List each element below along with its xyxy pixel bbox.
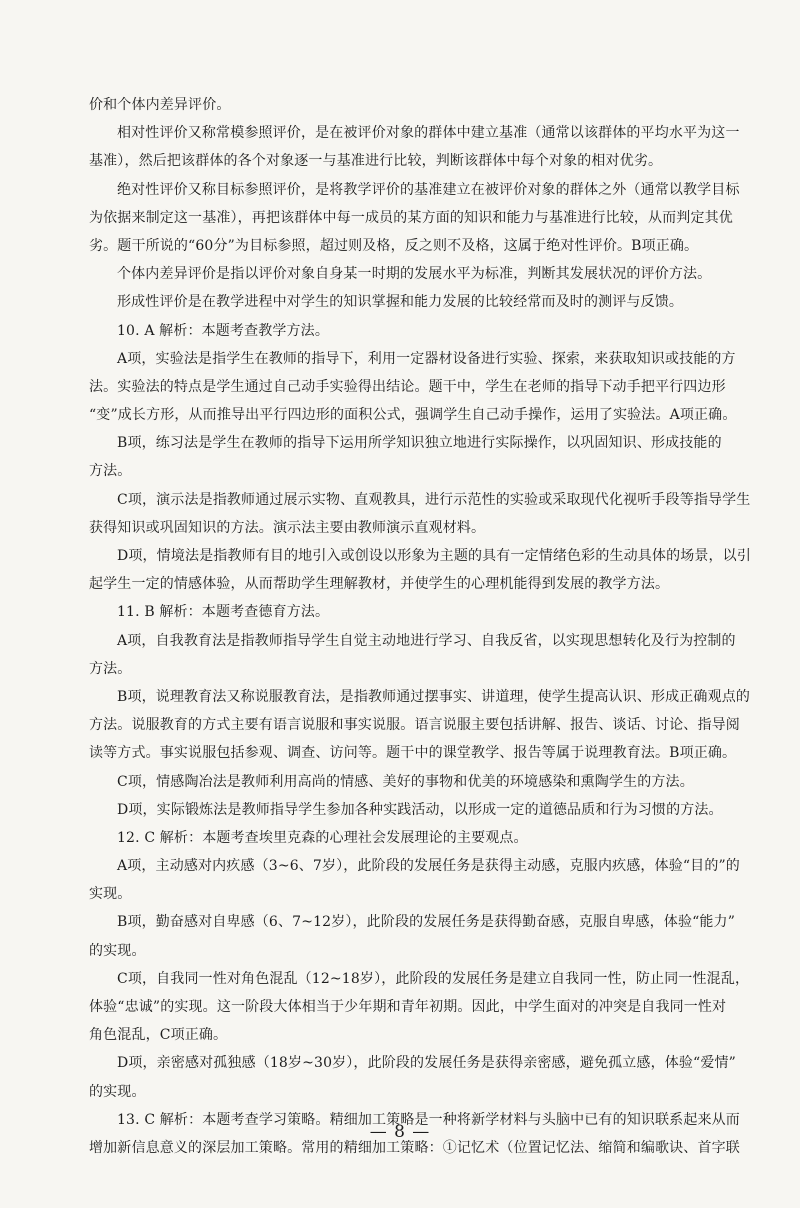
text-line: 体验“忠诚”的实现。这一阶段大体相当于少年期和青年初期。因此，中学生面对的冲突是自我同一性对 [89,999,727,1015]
text-line: D项，情境法是指教师有目的地引入或创设以形象为主题的具有一定情绪色彩的生动具体的场景，以引 [117,548,751,564]
text-line: 的实现。 [89,942,146,959]
text-line: 劣。题干所说的“60分”为目标参照，超过则及格，反之则不及格，这属于绝对性评价。B项正确。 [89,237,699,254]
text-line: 实现。 [89,886,132,903]
text-line: 角色混乱，C项正确。 [89,1027,228,1044]
question-heading-line: 12. C 解析：本题考查埃里克森的心理社会发展理论的主要观点。 [117,829,528,846]
document-body [89,91,758,1162]
text-line: A项，自我教育法是指教师指导学生自觉主动地进行学习、自我反省，以实现思想转化及行为控制的 [117,632,736,649]
text-line: 获得知识或巩固知识的方法。演示法主要由教师演示直观材料。 [89,519,486,536]
text-line: D项，亲密感对孤独感（18岁~30岁），此阶段的发展任务是获得亲密感，避免孤立感，体验“爱情” [117,1055,736,1072]
question-heading-line: 10. A 解析：本题考查教学方法。 [117,322,329,339]
text-line: A项，实验法是指学生在教师的指导下，利用一定器材设备进行实验、探索，来获取知识或技能的方 [117,350,736,367]
question-heading-line: 13. C 解析：本题考查学习策略。精细加工策略是一种将新学材料与头脑中已有的知识联系起来从而 [117,1111,740,1128]
text-line: 法。实验法的特点是学生通过自己动手实验得出结论。题干中，学生在老师的指导下动手把平行四边形 [89,378,726,395]
text-line: 方法。 [89,463,132,480]
text-line: B项，说理教育法又称说服教育法，是指教师通过摆事实、讲道理，使学生提高认识、形成正确观点的 [117,688,751,705]
text-line: C项，自我同一性对角色混乱（12~18岁），此阶段的发展任务是建立自我同一性，防止同一性混乱， [117,970,750,987]
text-line: 起学生一定的情感体验，从而帮助学生理解教材，并使学生的心理机能得到发展的教学方法。 [89,576,670,593]
text-line: 读等方式。事实说服包括参观、调查、访问等。题干中的课堂教学、报告等属于说理教育法。B项正确。 [89,745,737,762]
text-line: 方法。说服教育的方式主要有语言说服和事实说服。语言说服主要包括讲解、报告、谈话、讨论、指导阅 [89,717,740,734]
text-line: A项，主动感对内疚感（3~6、7岁），此阶段的发展任务是获得主动感，克服内疚感，体验“目的”的 [117,858,740,875]
text-line: 绝对性评价又称目标参照评价，是将教学评价的基准建立在被评价对象的群体之外（通常以教学目标 [117,181,740,198]
text-line: 形成性评价是在教学进程中对学生的知识掌握和能力发展的比较经常而及时的测评与反馈。 [117,294,683,311]
text-line: B项，勤奋感对自卑感（6、7~12岁），此阶段的发展任务是获得勤奋感，克服自卑感，体验“能力” [117,914,736,931]
text-line: 价和个体内差异评价。 [89,97,231,113]
page-number: — 8 — [369,1122,431,1142]
text-line: C项，演示法是指教师通过展示实物、直观教具，进行示范性的实验或采取现代化视听手段等指导学生 [117,491,751,508]
text-line: D项，实际锻炼法是教师指导学生参加各种实践活动，以形成一定的道德品质和行为习惯的方法。 [117,801,723,818]
text-line: C项，情感陶冶法是教师利用高尚的情感、美好的事物和优美的环境感染和熏陶学生的方法。 [117,773,694,790]
text-line: 的实现。 [89,1083,146,1100]
text-line: 相对性评价又称常模参照评价，是在被评价对象的群体中建立基准（通常以该群体的平均水平为这一 [117,125,740,142]
question-heading-line: 11. B 解析：本题考查德育方法。 [117,604,330,621]
text-line: 为依据来制定这一基准），再把该群体中每一成员的某方面的知识和能力与基准进行比较，从而判定其优 [89,209,733,226]
text-line: 个体内差异评价是指以评价对象自身某一时期的发展水平为标准，判断其发展状况的评价方法。 [117,266,712,283]
text-line: 方法。 [89,660,132,677]
text-line: 基准），然后把该群体的各个对象逐一与基准进行比较，判断该群体中每个对象的相对优劣。 [89,153,663,170]
text-line: B项，练习法是学生在教师的指导下运用所学知识独立地进行实际操作，以巩固知识、形成技能的 [117,435,722,452]
text-line: 增加新信息意义的深层加工策略。常用的精细加工策略：①记忆术（位置记忆法、缩简和编歌诀、首字联 [89,1139,740,1156]
text-line: “变”成长方形，从而推导出平行四边形的面积公式，强调学生自己动手操作，运用了实验法。A项正确。 [89,407,737,424]
